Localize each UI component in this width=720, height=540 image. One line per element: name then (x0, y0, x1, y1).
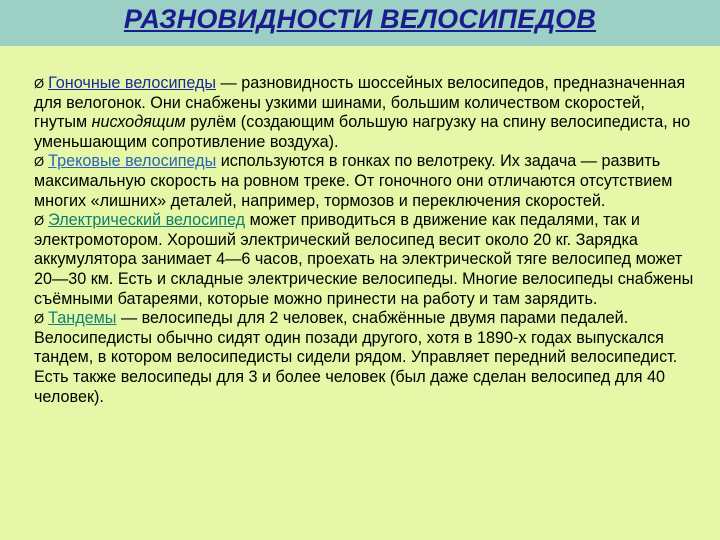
paragraph-track-bikes (34, 152, 700, 211)
paragraph-italic-text: нисходящим (91, 113, 186, 132)
paragraph-text: используются в гонках по велотреку. Их задача — развить максимальную скорость на ровном треке. От гоночного они отличаются отсутствием многих «лишних» деталей, например, тормозов и переключения скоростей. (34, 152, 673, 210)
term-electric-bike: Электрический велосипед (48, 211, 246, 230)
paragraph-electric-bike (34, 211, 700, 309)
paragraph-text: рулём (создающим большую нагрузку на спину велосипедиста, но уменьшающим сопротивление воздуха). (34, 113, 691, 151)
paragraph-tandems (34, 309, 700, 407)
term-track-bikes: Трековые велосипеды (48, 152, 217, 171)
term-tandems: Тандемы (48, 309, 117, 328)
arrow-bullet-icon: Ø (34, 154, 45, 170)
arrow-bullet-icon: Ø (34, 311, 45, 327)
paragraph-text: — разновидность шоссейных велосипедов, предназначенная для велогонок. Они снабжены узкими шинами, большим количеством скоростей, гнутым (34, 74, 686, 132)
paragraph-racing-bikes (34, 74, 700, 152)
arrow-bullet-icon: Ø (34, 213, 45, 229)
slide-content (34, 74, 700, 407)
arrow-bullet-icon: Ø (34, 76, 45, 91)
paragraph-text: может приводиться в движение как педалями, так и электромотором. Хороший электрический велосипед весит около 20 кг. Зарядка аккумулятора занимает 4—6 часов, проехать на электрической тяге велосипед может 20—30 км. Есть и складные электрические велосипеды. Многие велосипеды снабжены съёмными батареями, которые можно принести на работу и там зарядить. (34, 211, 694, 308)
paragraph-text: — велосипеды для 2 человек, снабжённые двумя парами педалей. Велосипедисты обычно сидят один позади другого, хотя в 1890-х годах выпускался тандем, в котором велосипедисты сидели рядом. Управляет передний велосипедист. Есть также велосипеды для 3 и более человек (был даже сделан велосипед для 40 человек). (34, 309, 678, 406)
term-racing-bikes: Гоночные велосипеды (48, 74, 217, 92)
slide-title: РАЗНОВИДНОСТИ ВЕЛОСИПЕДОВ (123, 4, 597, 34)
